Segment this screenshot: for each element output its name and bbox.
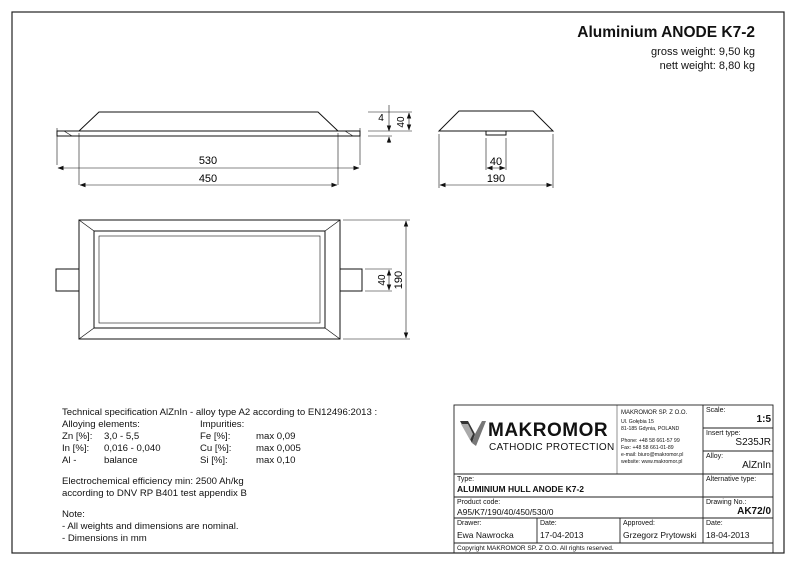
company-name: MAKROMOR SP. Z O.O. [621,410,688,416]
company-phone: Phone: +48 58 661-57 99 [621,438,680,444]
type-value: ALUMINIUM HULL ANODE K7-2 [457,484,585,494]
spec-el: In [%]: [62,443,90,454]
page-title: Aluminium ANODE K7-2 [577,24,755,41]
spec-imp-val: max 0,10 [256,455,296,466]
alternative-type-label: Alternative type: [706,476,757,483]
date-approved-label: Date: [706,520,723,527]
scale-value: 1:5 [756,414,771,425]
efficiency-line-1: Electrochemical efficiency min: 2500 Ah/kg [62,476,244,487]
type-label: Type: [457,476,475,483]
drawer-value: Ewa Nawrocka [457,530,514,540]
spec-imp: Fe [%]: [200,431,231,442]
company-email: e-mail: biuro@makromor.pl [621,452,684,458]
logo-subtitle: CATHODIC PROTECTION [489,442,615,453]
spec-val: 3,0 - 5,5 [104,431,140,442]
copyright: Copyright MAKROMOR SP. Z O.O. All rights reserved. [457,545,614,552]
product-code-label: Product code: [457,499,501,506]
end-view [439,111,553,135]
plan-view [56,220,362,339]
dim-190-end: 190 [486,173,506,185]
dim-40-end: 40 [489,156,503,168]
spec-imp-val: max 0,005 [256,443,301,454]
spec-el: Al - [62,455,77,466]
company-website: website: www.makromor.pl [621,459,683,465]
alloy-value: AlZnIn [742,460,771,471]
side-view [57,112,360,136]
product-code-value: A95/K7/190/40/450/530/0 [457,507,554,517]
alloy-label: Alloy: [706,453,724,460]
note-label: Note: [62,509,85,520]
nett-weight: nett weight: 8,80 kg [659,60,755,72]
company-street: Ul. Gołębia 15 [621,419,654,425]
spec-imp: Si [%]: [200,455,228,466]
scale-label: Scale: [706,407,726,414]
alloying-label: Alloying elements: [62,419,140,430]
approved-label: Approved: [623,520,655,527]
spec-val: balance [104,455,138,466]
dim-4: 4 [378,113,384,124]
spec-imp-val: max 0,09 [256,431,296,442]
makromor-logo-mark [460,421,486,446]
insert-type-value: S235JR [735,437,771,448]
drawing-no-label: Drawing No.: [706,499,747,506]
date-approved-value: 18-04-2013 [706,530,750,540]
drawer-label: Drawer: [457,520,482,527]
spec-imp: Cu [%]: [200,443,232,454]
gross-weight: gross weight: 9,50 kg [651,46,755,58]
dimension-lines [57,105,553,339]
date-drawn-value: 17-04-2013 [540,530,584,540]
spec-heading: Technical specification AlZnIn - alloy type A2 according to EN12496:2013 : [62,407,378,418]
insert-type-label: Insert type: [706,430,741,437]
approved-value: Grzegorz Prytowski [623,530,697,540]
dim-530: 530 [198,155,218,167]
dim-40-plan: 40 [377,274,388,286]
date-drawn-label: Date: [540,520,557,527]
drawing-no-value: AK72/0 [737,506,771,517]
note-1: - All weights and dimensions are nominal. [62,521,239,532]
spec-el: Zn [%]: [62,431,93,442]
efficiency-line-2: according to DNV RP B401 test appendix B [62,488,247,499]
impurities-label: Impurities: [200,419,245,430]
note-2: - Dimensions in mm [62,533,147,544]
dim-190-plan: 190 [393,270,405,290]
company-fax: Fax: +48 58 661-01-89 [621,445,674,451]
company-city: 81-185 Gdynia, POLAND [621,426,680,432]
spec-val: 0,016 - 0,040 [104,443,161,454]
dim-40-side: 40 [396,116,407,128]
logo-name: MAKROMOR [488,420,609,441]
dim-450: 450 [198,173,218,185]
